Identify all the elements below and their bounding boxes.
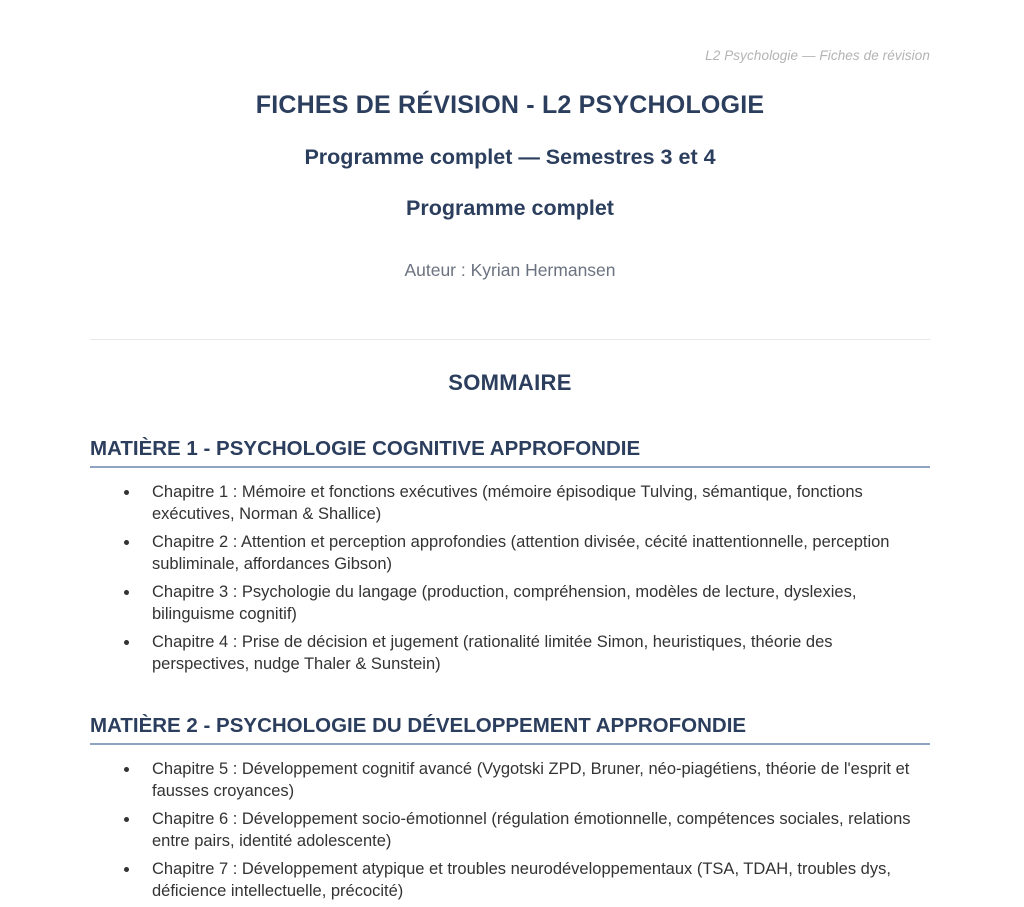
sommaire-heading: SOMMAIRE [448, 369, 572, 395]
bullet-icon [124, 640, 129, 645]
running-header: L2 Psychologie — Fiches de révision [705, 48, 930, 63]
document-title: FICHES DE RÉVISION - L2 PSYCHOLOGIE [255, 91, 765, 119]
chapter-label: Chapitre 1 : Mémoire et fonctions exécutives (mémoire épisodique Tulving, sémantique, fonctions exécutives, Norman & Shallice) [152, 483, 863, 523]
chapter-label: Chapitre 7 : Développement atypique et troubles neurodéveloppementaux (TSA, TDAH, troubles dys, déficience intellectuelle, précocité) [152, 859, 891, 900]
bullet-icon [124, 867, 129, 872]
chapter-list-item[interactable] [90, 632, 930, 676]
chapter-label: Chapitre 2 : Attention et perception approfondies (attention divisée, cécité inattentionnelle, perception subliminale, affordances Gibson) [152, 532, 890, 573]
matiere-2-heading: MATIÈRE 2 - PSYCHOLOGIE DU DÉVELOPPEMENT APPROFONDIE [90, 714, 930, 746]
bullet-icon [124, 767, 129, 772]
chapter-label: Chapitre 4 : Prise de décision et jugement (rationalité limitée Simon, heuristiques, théorie des perspectives, nudge Thaler & Sunstein) [152, 632, 833, 673]
document-subsubtitle: Programme complet [406, 195, 614, 220]
document-author: Auteur : Kyrian Hermansen [404, 260, 616, 280]
matiere-1-heading: MATIÈRE 1 - PSYCHOLOGIE COGNITIVE APPROFONDIE [90, 437, 930, 469]
matiere-section-1 [90, 394, 930, 676]
bullet-icon [124, 590, 129, 595]
chapter-list-item[interactable] [90, 532, 930, 576]
bullet-icon [124, 490, 129, 495]
chapter-list-item[interactable] [90, 859, 930, 903]
bullet-icon [124, 817, 129, 822]
document-subtitle: Programme complet — Semestres 3 et 4 [304, 145, 716, 169]
matiere-2-chapter-list [90, 745, 930, 903]
bullet-icon [124, 540, 129, 545]
matiere-1-chapter-list [90, 468, 930, 676]
chapter-list-item[interactable] [90, 582, 930, 626]
chapter-label: Chapitre 3 : Psychologie du langage (production, compréhension, modèles de lecture, dyslexies, bilinguisme cognitif) [152, 582, 857, 623]
chapter-list-item[interactable] [90, 809, 930, 853]
chapter-list-item[interactable] [90, 482, 930, 526]
title-block [90, 86, 930, 280]
chapter-label: Chapitre 6 : Développement socio-émotionnel (régulation émotionnelle, compétences sociales, relations entre pairs, identité adolescente) [152, 810, 911, 850]
chapter-label: Chapitre 5 : Développement cognitif avancé (Vygotski ZPD, Bruner, néo-piagétiens, théorie de l'esprit et fausses croyances) [152, 760, 910, 801]
document-content [90, 86, 930, 903]
chapter-list-item[interactable] [90, 759, 930, 803]
matiere-section-2 [90, 676, 930, 903]
